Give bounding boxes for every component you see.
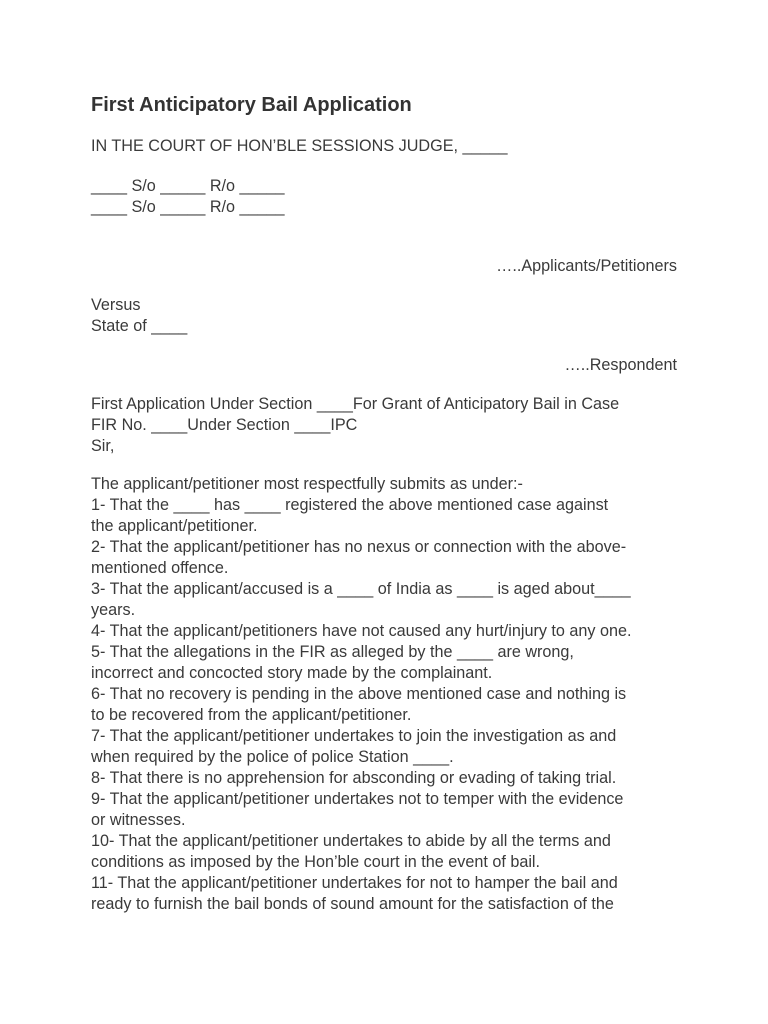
body-line: 7- That the applicant/petitioner undertakes to join the investigation as and <box>91 727 617 745</box>
body-line: years. <box>91 601 136 619</box>
body-line: conditions as imposed by the Hon’ble court in the event of bail. <box>91 853 541 871</box>
body-line: when required by the police of police Station ____. <box>91 748 454 766</box>
body-block <box>91 474 691 915</box>
body-line: 5- That the allegations in the FIR as alleged by the ____ are wrong, <box>91 643 574 661</box>
salutation: Sir, <box>91 437 115 455</box>
body-line: 6- That no recovery is pending in the above mentioned case and nothing is <box>91 685 627 703</box>
state-line: State of ____ <box>91 317 188 335</box>
body-line: 3- That the applicant/accused is a ____ of India as ____ is aged about____ <box>91 580 631 598</box>
body-line: 1- That the ____ has ____ registered the above mentioned case against <box>91 496 609 514</box>
subject-line: First Application Under Section ____For Grant of Anticipatory Bail in Case <box>91 395 620 413</box>
body-line: the applicant/petitioner. <box>91 517 258 535</box>
party-line: ____ S/o _____ R/o _____ <box>91 198 285 216</box>
body-line: mentioned offence. <box>91 559 229 577</box>
body-line: The applicant/petitioner most respectfully submits as under:- <box>91 475 523 493</box>
body-line: or witnesses. <box>91 811 186 829</box>
body-line: 11- That the applicant/petitioner undertakes for not to hamper the bail and <box>91 874 618 892</box>
body-line: incorrect and concocted story made by the complainant. <box>91 664 493 682</box>
respondent-label: …..Respondent <box>564 356 677 374</box>
body-line: 8- That there is no apprehension for absconding or evading of taking trial. <box>91 769 617 787</box>
body-line: 2- That the applicant/petitioner has no nexus or connection with the above- <box>91 538 627 556</box>
body-line: 10- That the applicant/petitioner undertakes to abide by all the terms and <box>91 832 611 850</box>
versus-text: Versus <box>91 296 141 314</box>
applicants-label: …..Applicants/Petitioners <box>496 257 677 275</box>
body-line: 4- That the applicant/petitioners have not caused any hurt/injury to any one. <box>91 622 632 640</box>
body-line: ready to furnish the bail bonds of sound amount for the satisfaction of the <box>91 895 614 913</box>
body-line: to be recovered from the applicant/petitioner. <box>91 706 412 724</box>
subject-block <box>91 394 691 457</box>
versus-block <box>91 295 691 337</box>
subject-line: FIR No. ____Under Section ____IPC <box>91 416 358 434</box>
party-block <box>91 176 691 218</box>
body-line: 9- That the applicant/petitioner undertakes not to temper with the evidence <box>91 790 624 808</box>
party-line: ____ S/o _____ R/o _____ <box>91 177 285 195</box>
court-line: IN THE COURT OF HON’BLE SESSIONS JUDGE, _____ <box>91 137 508 155</box>
document-title: First Anticipatory Bail Application <box>91 94 412 116</box>
